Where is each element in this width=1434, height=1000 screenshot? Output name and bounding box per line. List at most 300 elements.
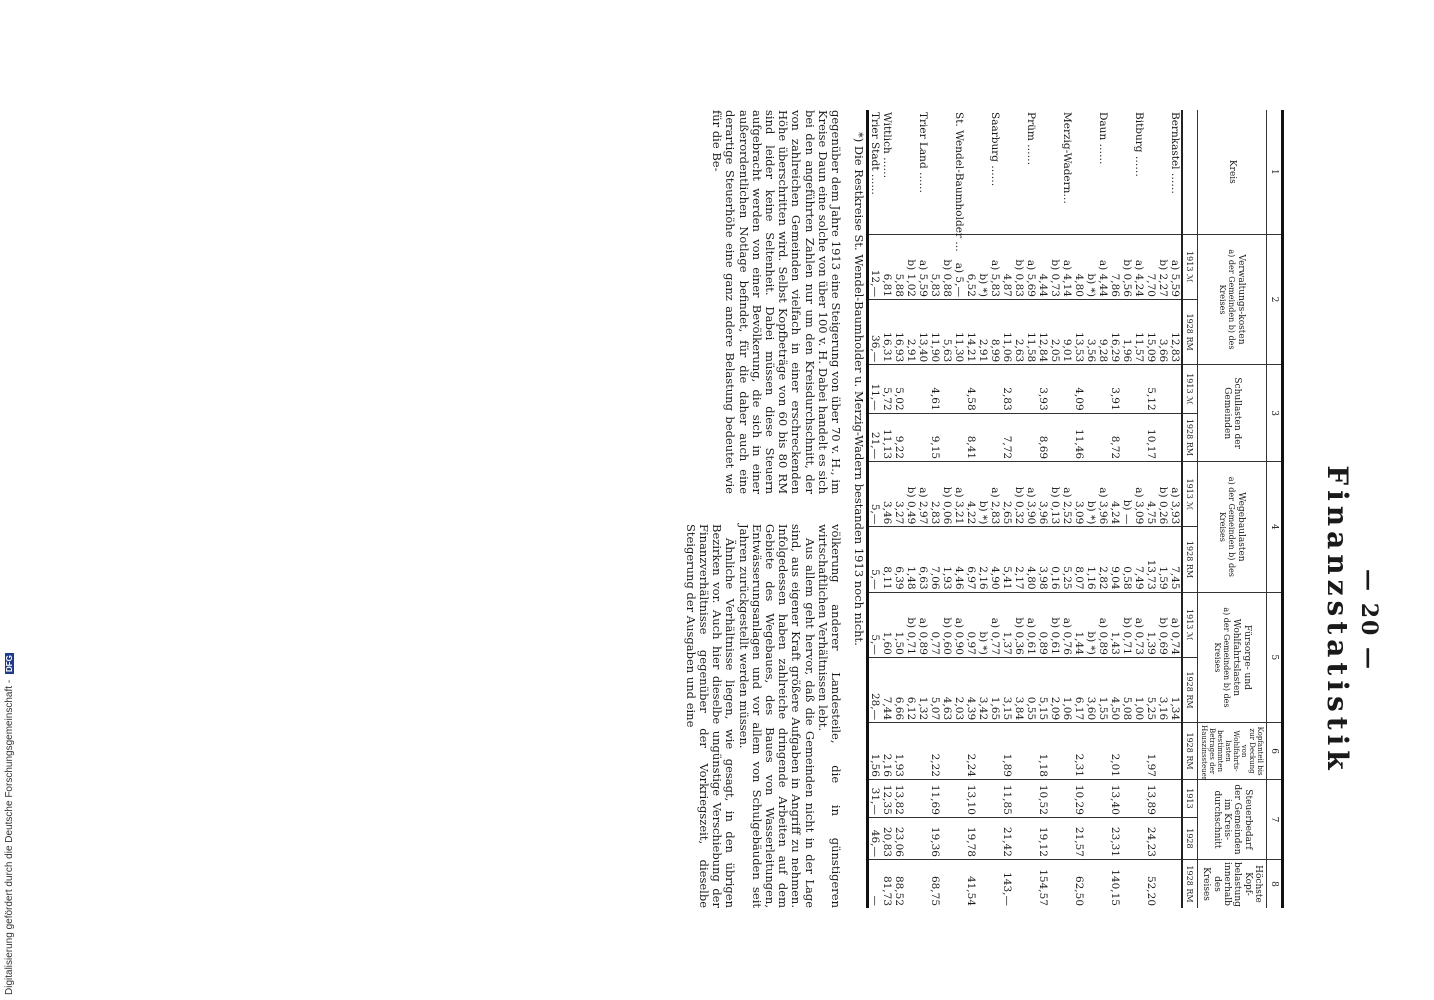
value-cell — [1085, 365, 1097, 413]
value-cell: 21,42 — [1001, 817, 1013, 859]
value-cell — [917, 817, 929, 859]
value-cell: 3,66 — [1157, 299, 1169, 364]
value-cell — [977, 413, 989, 461]
value-cell — [953, 779, 965, 817]
value-cell: a) 0,61 — [1025, 592, 1037, 657]
value-cell — [1169, 779, 1182, 817]
value-cell: a) 5,— — [953, 234, 965, 299]
value-cell — [1133, 365, 1145, 413]
value-cell: 88,52 — [893, 875, 905, 906]
value-cell: 16,31 — [881, 299, 893, 364]
value-cell: 1,37 — [1001, 592, 1013, 657]
value-cell: 2,17 — [1013, 527, 1025, 592]
value-cell: b) 0,83 — [1013, 234, 1025, 299]
value-cell — [1157, 413, 1169, 461]
header-kreis: Kreis — [1198, 110, 1267, 234]
value-cell: 1,60 — [881, 592, 893, 657]
value-cell — [1169, 817, 1182, 859]
value-cell: 21,57 — [1073, 817, 1085, 859]
value-cell: 8,41 — [965, 413, 977, 461]
value-cell: 10,52 — [1037, 779, 1049, 817]
value-cell: 16,29 — [1109, 299, 1121, 364]
value-cell: b) 0,61 — [1049, 592, 1061, 657]
value-cell: 1,39 — [1145, 592, 1157, 657]
value-cell: 4,61 — [929, 365, 941, 413]
body-text — [542, 110, 842, 908]
value-cell: a) 4,44 — [1097, 234, 1109, 299]
table-row — [868, 110, 882, 908]
value-cell: 3,56 — [1085, 299, 1097, 364]
table-row — [941, 110, 953, 908]
value-cell — [941, 413, 953, 461]
kreis-cell — [905, 110, 917, 234]
value-cell: 62,50 — [1073, 875, 1085, 906]
value-cell: 4,75 — [1145, 462, 1157, 527]
value-cell: 0,55 — [1025, 657, 1037, 722]
value-cell: 1,50 — [893, 592, 905, 657]
header-verwaltung-sub: a) der Gemeinden b) des Kreises — [1217, 249, 1237, 350]
value-cell — [1169, 365, 1182, 413]
value-cell — [905, 859, 917, 908]
value-cell: 41,54 — [965, 875, 977, 906]
value-cell: a) 5,59 — [917, 234, 929, 299]
kreis-cell — [929, 110, 941, 234]
value-cell: 11,58 — [1025, 299, 1037, 364]
value-cell: 13,40 — [917, 299, 929, 364]
value-cell: 13,53 — [1073, 299, 1085, 364]
value-cell — [989, 723, 1001, 780]
value-cell: 5,83 — [929, 234, 941, 299]
value-cell — [953, 413, 965, 461]
unit-label — [1182, 527, 1198, 592]
table-row — [1157, 110, 1169, 908]
value-cell: 28,— — [868, 657, 882, 722]
value-cell — [1121, 859, 1133, 908]
value-cell: b) 0,71 — [1121, 592, 1133, 657]
value-cell: b) 0,71 — [905, 592, 917, 657]
unit-year-row — [1182, 110, 1198, 908]
value-cell: a) 4,24 — [1133, 234, 1145, 299]
value-cell — [905, 365, 917, 413]
value-cell — [1013, 817, 1025, 859]
value-cell — [1025, 413, 1037, 461]
value-cell: 5,— — [868, 462, 882, 527]
value-cell: 46,— — [868, 817, 882, 859]
value-cell — [1025, 859, 1037, 908]
value-cell: 4,09 — [1073, 365, 1085, 413]
unit-label — [1182, 592, 1198, 657]
kreis-cell: Saarburg …… — [989, 110, 1001, 234]
value-cell: b) 0,49 — [905, 462, 917, 527]
value-cell: 24,23 — [1145, 817, 1157, 859]
value-cell: 3,27 — [893, 462, 905, 527]
unit-label — [1182, 657, 1198, 722]
value-cell — [989, 413, 1001, 461]
table-row — [1133, 110, 1145, 908]
value-cell: 12,— — [868, 234, 882, 299]
value-cell — [1049, 365, 1061, 413]
value-cell: b) *) — [1085, 592, 1097, 657]
value-cell: 7,44 — [881, 657, 893, 722]
kreis-cell: Trier Land …… — [917, 110, 929, 234]
value-cell: 13,40 — [1109, 779, 1121, 817]
value-cell — [1061, 817, 1073, 859]
value-cell: b) 0,06 — [941, 462, 953, 527]
value-cell: 4,58 — [965, 365, 977, 413]
kreis-cell — [1037, 110, 1049, 234]
value-cell: 3,93 — [1037, 365, 1049, 413]
value-cell — [977, 859, 989, 908]
value-cell — [1097, 859, 1109, 908]
value-cell — [1157, 817, 1169, 859]
value-cell: 6,12 — [905, 657, 917, 722]
value-cell: 14,21 — [965, 299, 977, 364]
kreis-cell: Bitburg …… — [1133, 110, 1145, 234]
value-cell: a) 3,93 — [1169, 462, 1182, 527]
value-cell: 0,16 — [1049, 527, 1061, 592]
value-cell — [1121, 723, 1133, 780]
value-cell: 6,81 — [881, 234, 893, 299]
kreis-cell — [1109, 110, 1121, 234]
value-cell: 2,82 — [1097, 527, 1109, 592]
value-cell: 5,63 — [941, 299, 953, 364]
value-cell — [941, 723, 953, 780]
unit-label — [1182, 779, 1198, 817]
value-cell: 1,93 — [941, 527, 953, 592]
value-cell: 2,22 — [929, 723, 941, 780]
paragraph: völkerung anderer Landesteile, die in günstigeren wirtschaftlichen Verhältnissen lebt. — [815, 524, 843, 908]
value-cell — [953, 723, 965, 780]
unit-label — [1182, 817, 1198, 859]
value-cell — [1061, 365, 1073, 413]
value-cell: 2,09 — [1049, 657, 1061, 722]
kreis-cell: Bernkastel …… — [1169, 110, 1182, 234]
value-cell: 4,24 — [1109, 462, 1121, 527]
value-cell: 0,77 — [929, 592, 941, 657]
value-cell — [1061, 859, 1073, 908]
value-cell — [1061, 723, 1073, 780]
kreis-cell: St. Wendel-Baumholder … — [953, 112, 965, 252]
table-row — [1097, 110, 1109, 908]
value-cell: 6,52 — [965, 234, 977, 299]
table-row — [977, 110, 989, 908]
table-row — [905, 110, 917, 908]
kreis-cell — [1049, 110, 1061, 234]
table-row — [1085, 110, 1097, 908]
value-cell — [1133, 817, 1145, 859]
unit-rm: RM — [1185, 694, 1195, 709]
value-cell: 23,31 — [1109, 817, 1121, 859]
value-cell: 3,84 — [1013, 657, 1025, 722]
kreis-cell — [1073, 110, 1085, 234]
column-number-row — [1267, 110, 1283, 908]
value-cell: 6,63 — [917, 527, 929, 592]
value-cell: 3,09 — [1073, 462, 1085, 527]
kreis-cell — [1121, 110, 1133, 234]
value-cell: 5,12 — [1145, 365, 1157, 413]
value-cell: a) 5,69 — [1025, 234, 1037, 299]
value-cell — [1061, 779, 1073, 817]
value-cell — [941, 779, 953, 817]
value-cell: 10,17 — [1145, 413, 1157, 461]
value-cell — [1157, 779, 1169, 817]
value-cell: 2,63 — [1013, 299, 1025, 364]
col-number: 8 — [1267, 859, 1283, 908]
kreis-cell — [1157, 110, 1169, 234]
value-cell — [905, 723, 917, 780]
col-number: 6 — [1267, 723, 1283, 780]
value-cell: 11,13 — [881, 413, 893, 461]
unit-mark: ℳ — [1185, 501, 1195, 510]
value-cell: a) 0,76 — [1061, 592, 1073, 657]
value-cell: a) 2,52 — [1061, 462, 1073, 527]
value-cell: 1,44 — [1073, 592, 1085, 657]
value-cell: 13,89 — [1145, 779, 1157, 817]
value-cell — [989, 859, 1001, 908]
value-cell — [1025, 779, 1037, 817]
table-row — [1037, 110, 1049, 908]
value-cell — [941, 365, 953, 413]
value-cell: b) 0,13 — [1049, 462, 1061, 527]
value-cell: 19,78 — [965, 817, 977, 859]
col-number: 3 — [1267, 365, 1283, 462]
value-cell: 1,55 — [1097, 657, 1109, 722]
value-cell: 2,91 — [977, 299, 989, 364]
value-cell: 9,28 — [1097, 299, 1109, 364]
value-cell — [941, 859, 953, 908]
value-cell — [917, 779, 929, 817]
value-cell: b) *) — [977, 462, 989, 527]
value-cell — [917, 723, 929, 780]
value-cell — [1085, 723, 1097, 780]
text-column-left — [710, 110, 842, 494]
value-cell — [977, 365, 989, 413]
value-cell: 11,— — [868, 365, 882, 413]
value-cell — [1085, 817, 1097, 859]
header-fuersorge-title: Fürsorge- und Wohlfahrtslasten — [1231, 618, 1252, 697]
value-cell: 2,16 — [977, 527, 989, 592]
table-row — [1001, 110, 1013, 908]
value-cell: a) 2,83 — [989, 462, 1001, 527]
value-cell — [1085, 859, 1097, 908]
value-cell: 7,70 — [1145, 234, 1157, 299]
table-row — [881, 110, 893, 908]
value-cell — [1097, 817, 1109, 859]
value-cell — [1025, 723, 1037, 780]
value-cell: 21,— — [868, 413, 882, 461]
value-cell: 1,48 — [905, 527, 917, 592]
value-cell: 5,25 — [1061, 527, 1073, 592]
value-cell: a) 4,14 — [1061, 234, 1073, 299]
value-cell: 16,93 — [893, 299, 905, 364]
value-cell — [917, 859, 929, 908]
col-number: 1 — [1267, 110, 1283, 234]
value-cell — [1133, 413, 1145, 461]
value-cell: b) *) — [977, 234, 989, 299]
value-cell — [1085, 413, 1097, 461]
value-cell — [905, 779, 917, 817]
value-cell: b) 1,02 — [905, 234, 917, 299]
value-cell: b) 0,36 — [1013, 592, 1025, 657]
value-cell: 9,15 — [929, 413, 941, 461]
value-cell — [977, 779, 989, 817]
value-cell — [1097, 365, 1109, 413]
value-cell: 3,15 — [1001, 657, 1013, 722]
value-cell: 2,65 — [1001, 462, 1013, 527]
kreis-cell: Wittlich …… — [881, 110, 893, 234]
value-cell: a) 0,89 — [917, 592, 929, 657]
value-cell: 143,— — [1001, 872, 1013, 906]
table-row — [989, 110, 1001, 908]
value-cell: 7,49 — [1133, 527, 1145, 592]
value-cell: a) 0,89 — [1097, 592, 1109, 657]
table-row — [1025, 110, 1037, 908]
value-cell: 8,69 — [1037, 413, 1049, 461]
value-cell — [1049, 413, 1061, 461]
value-cell: a) 3,21 — [953, 462, 965, 527]
kreis-cell: Prüm …… — [1025, 110, 1037, 234]
unit-empty — [1182, 110, 1198, 234]
value-cell: 1,18 — [1037, 723, 1049, 780]
header-wegebau-sub: a) der Gemeinden b) des Kreises — [1217, 476, 1237, 577]
value-cell — [1133, 723, 1145, 780]
unit-rm: RM — [1185, 336, 1195, 351]
kreis-cell — [965, 110, 977, 234]
value-cell: 0,97 — [965, 592, 977, 657]
value-cell: 2,01 — [1109, 723, 1121, 780]
value-cell — [905, 413, 917, 461]
value-cell — [1133, 859, 1145, 908]
value-cell — [917, 413, 929, 461]
kreis-cell — [941, 110, 953, 234]
value-cell — [1133, 779, 1145, 817]
value-cell: 11,90 — [929, 299, 941, 364]
value-cell — [1025, 365, 1037, 413]
year-1928: 1928 — [1185, 313, 1195, 334]
value-cell: 5,25 — [1145, 657, 1157, 722]
digitization-note-text: Digitalisierung gefördert durch die Deutsche Forschungsgemeinschaft - — [4, 679, 15, 995]
year-1928: 1928 — [1185, 828, 1195, 849]
value-cell — [1169, 859, 1182, 908]
value-cell: a) 5,83 — [989, 234, 1001, 299]
header-schullasten: Schullasten der Gemeinden — [1198, 365, 1267, 462]
value-cell: 3,46 — [881, 462, 893, 527]
kreis-cell: Trier Stadt …… — [868, 110, 882, 234]
value-cell: a) 0,90 — [953, 592, 965, 657]
value-cell — [941, 817, 953, 859]
value-cell — [1121, 817, 1133, 859]
value-cell: 11,30 — [953, 299, 965, 364]
value-cell: 2,03 — [953, 657, 965, 722]
year-1928: 1928 — [1185, 418, 1195, 440]
value-cell: 7,45 — [1169, 527, 1182, 592]
dfg-logo: DFG — [5, 655, 14, 673]
value-cell — [1013, 859, 1025, 908]
value-cell: 1,89 — [1001, 723, 1013, 780]
header-wegebau — [1198, 462, 1267, 593]
value-cell: 8,72 — [1109, 413, 1121, 461]
table-row — [1109, 110, 1121, 908]
value-cell: 8,11 — [881, 527, 893, 592]
value-cell: 19,36 — [929, 817, 941, 859]
value-cell: 0,89 — [1037, 592, 1049, 657]
kreis-cell — [1085, 110, 1097, 234]
year-1928: 1928 — [1185, 540, 1195, 562]
kreis-cell — [977, 110, 989, 234]
value-cell: b) 0,60 — [941, 592, 953, 657]
value-cell: 6,39 — [893, 527, 905, 592]
table-row — [953, 110, 965, 908]
table-row — [1145, 110, 1157, 908]
value-cell: 4,39 — [965, 657, 977, 722]
year-1913: 1913 — [1185, 251, 1195, 272]
value-cell — [1049, 817, 1061, 859]
value-cell: 13,73 — [1145, 527, 1157, 592]
value-cell: 1,32 — [917, 657, 929, 722]
value-cell: b) 0,56 — [1121, 234, 1133, 299]
unit-rm: RM — [1185, 441, 1195, 456]
value-cell: 1,16 — [1085, 527, 1097, 592]
value-cell: 52,20 — [1145, 875, 1157, 906]
unit-mark: ℳ — [1185, 631, 1195, 641]
value-cell: 4,46 — [953, 527, 965, 592]
header-verwaltung — [1198, 234, 1267, 365]
finance-table — [866, 110, 1284, 908]
text-column-right — [684, 524, 842, 908]
value-cell: 11,85 — [1001, 779, 1013, 817]
value-cell: 5,— — [868, 592, 882, 657]
unit-label — [1182, 859, 1198, 908]
table-row — [929, 110, 941, 908]
value-cell — [953, 365, 965, 413]
value-cell: b) *) — [1085, 234, 1097, 299]
header-verwaltung-title: Verwaltungs-kosten — [1236, 254, 1247, 345]
table-row — [1061, 110, 1073, 908]
value-cell — [989, 365, 1001, 413]
value-cell — [1121, 413, 1133, 461]
value-cell — [1085, 779, 1097, 817]
unit-label — [1182, 462, 1198, 527]
value-cell — [1169, 723, 1182, 780]
header-fuersorge — [1198, 592, 1267, 723]
value-cell: b) 0,69 — [1157, 592, 1169, 657]
value-cell: a) 0,74 — [1169, 592, 1182, 657]
value-cell: 1,43 — [1109, 592, 1121, 657]
value-cell — [905, 817, 917, 859]
value-cell: 3,91 — [1109, 365, 1121, 413]
year-1913: 1913 — [1185, 478, 1195, 499]
value-cell — [1025, 817, 1037, 859]
value-cell: 13,82 — [893, 779, 905, 817]
value-cell: 6,97 — [965, 527, 977, 592]
value-cell: 7,86 — [1109, 234, 1121, 299]
value-cell: 2,91 — [905, 299, 917, 364]
value-cell: 3,98 — [1037, 527, 1049, 592]
table-row — [965, 110, 977, 908]
value-cell: 3,96 — [1037, 462, 1049, 527]
value-cell: 5,— — [868, 527, 882, 592]
column-header-row — [1198, 110, 1267, 908]
value-cell: 3,60 — [1085, 657, 1097, 722]
value-cell: 36,— — [868, 299, 882, 364]
kreis-cell — [1013, 110, 1025, 234]
value-cell: 1,06 — [1061, 657, 1073, 722]
value-cell: 10,29 — [1073, 779, 1085, 817]
value-cell — [989, 817, 1001, 859]
header-kopfanteil: Kopfanteil bis zur Deckung von Wohlfahrts-lasten bestimmten Betrages der Hauszinssteuer — [1198, 723, 1267, 780]
value-cell: a) 5,59 — [1169, 234, 1182, 299]
value-cell: b) 0,26 — [1157, 462, 1169, 527]
